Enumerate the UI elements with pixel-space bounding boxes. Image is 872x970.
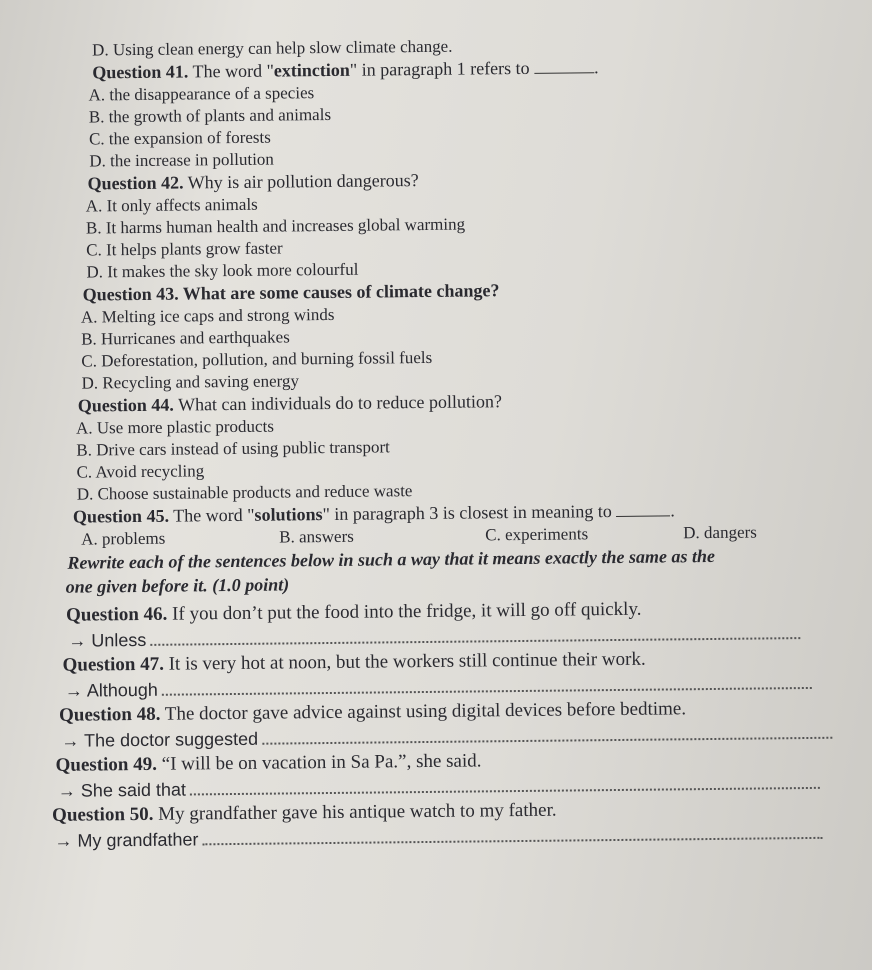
q45-option-d: D. dangers bbox=[683, 522, 757, 543]
q41-blank bbox=[534, 58, 594, 74]
q50-starter: → My grandfather bbox=[54, 829, 199, 851]
q41-label: Question 41. bbox=[92, 61, 189, 83]
q42-option-d: D. It makes the sky look more colourful bbox=[86, 259, 359, 282]
q41-option-a: A. the disappearance of a species bbox=[88, 83, 315, 105]
q48-label: Question 48. bbox=[58, 703, 161, 726]
q45-blank bbox=[616, 501, 670, 517]
q45-option-c: C. experiments bbox=[485, 524, 589, 545]
q45-prompt: Question 45. The word "solutions" in paragraph 3 is closest in meaning to . bbox=[72, 500, 675, 527]
q42-text: Why is air pollution dangerous? bbox=[183, 170, 419, 193]
q45-label: Question 45. bbox=[72, 505, 170, 527]
q48-starter: → The doctor suggested bbox=[61, 728, 259, 751]
q41-prompt: Question 41. The word "extinction" in paragraph 1 refers to . bbox=[92, 57, 599, 83]
q47-sentence: It is very hot at noon, but the workers still continue their work. bbox=[163, 648, 646, 675]
q43-option-c: C. Deforestation, pollution, and burning fossil fuels bbox=[81, 347, 433, 371]
q48-answer-field[interactable] bbox=[262, 723, 832, 745]
worksheet bbox=[40, 32, 848, 853]
q42-label: Question 42. bbox=[87, 172, 184, 194]
q41-option-d: D. the increase in pollution bbox=[89, 149, 274, 171]
q45-option-b: B. answers bbox=[279, 526, 354, 547]
q41-option-c: C. the expansion of forests bbox=[88, 127, 271, 149]
q41-text-before: The word " bbox=[188, 60, 274, 82]
q44-text: What can individuals do to reduce pollution? bbox=[173, 391, 503, 415]
q44-option-d: D. Choose sustainable products and reduce waste bbox=[76, 481, 413, 504]
q43-option-a: A. Melting ice caps and strong winds bbox=[80, 304, 335, 327]
q41-option-b: B. the growth of plants and animals bbox=[88, 104, 332, 127]
q44-option-b: B. Drive cars instead of using public transport bbox=[76, 437, 390, 460]
q49-label: Question 49. bbox=[55, 753, 158, 776]
q47-label: Question 47. bbox=[62, 653, 165, 676]
q50-label: Question 50. bbox=[52, 803, 154, 826]
q45-text-before: The word " bbox=[168, 504, 255, 526]
q45-keyword: solutions bbox=[254, 504, 323, 525]
q44-label: Question 44. bbox=[77, 394, 174, 416]
q43-option-d: D. Recycling and saving energy bbox=[81, 371, 300, 393]
q49-starter: → She said that bbox=[57, 779, 187, 801]
section-instructions-line-2: one given before it. (1.0 point) bbox=[65, 574, 290, 597]
q42-option-c: C. It helps plants grow faster bbox=[86, 238, 283, 260]
q42-option-b: B. It harms human health and increases global warming bbox=[85, 214, 466, 238]
q50-sentence: My grandfather gave his antique watch to my father. bbox=[153, 799, 557, 825]
q46-sentence: If you don’t put the food into the fridge, it will go off quickly. bbox=[167, 598, 642, 625]
q44-option-c: C. Avoid recycling bbox=[76, 461, 205, 482]
q47-starter: → Although bbox=[64, 679, 158, 701]
q46-label: Question 46. bbox=[65, 603, 168, 626]
q48-sentence: The doctor gave advice against using digital devices before bedtime. bbox=[160, 698, 687, 725]
q43-label: Question 43. What are some causes of climate change? bbox=[82, 280, 500, 305]
q40-option-d: D. Using clean energy can help slow climate change. bbox=[92, 36, 453, 60]
q41-text-after: " in paragraph 1 refers to bbox=[349, 57, 530, 80]
q44-option-a: A. Use more plastic products bbox=[75, 416, 274, 438]
q42-option-a: A. It only affects animals bbox=[85, 194, 258, 216]
q41-keyword: extinction bbox=[273, 59, 350, 81]
q45-text-after: " in paragraph 3 is closest in meaning to bbox=[322, 501, 612, 525]
q45-option-a: A. problems bbox=[81, 528, 166, 549]
q49-sentence: “I will be on vacation in Sa Pa.”, she said. bbox=[156, 750, 482, 775]
q46-starter: → Unless bbox=[68, 629, 147, 651]
section-instructions-line-1: Rewrite each of the sentences below in such a way that it means exactly the same as the bbox=[67, 545, 716, 573]
q43-option-b: B. Hurricanes and earthquakes bbox=[81, 327, 290, 349]
